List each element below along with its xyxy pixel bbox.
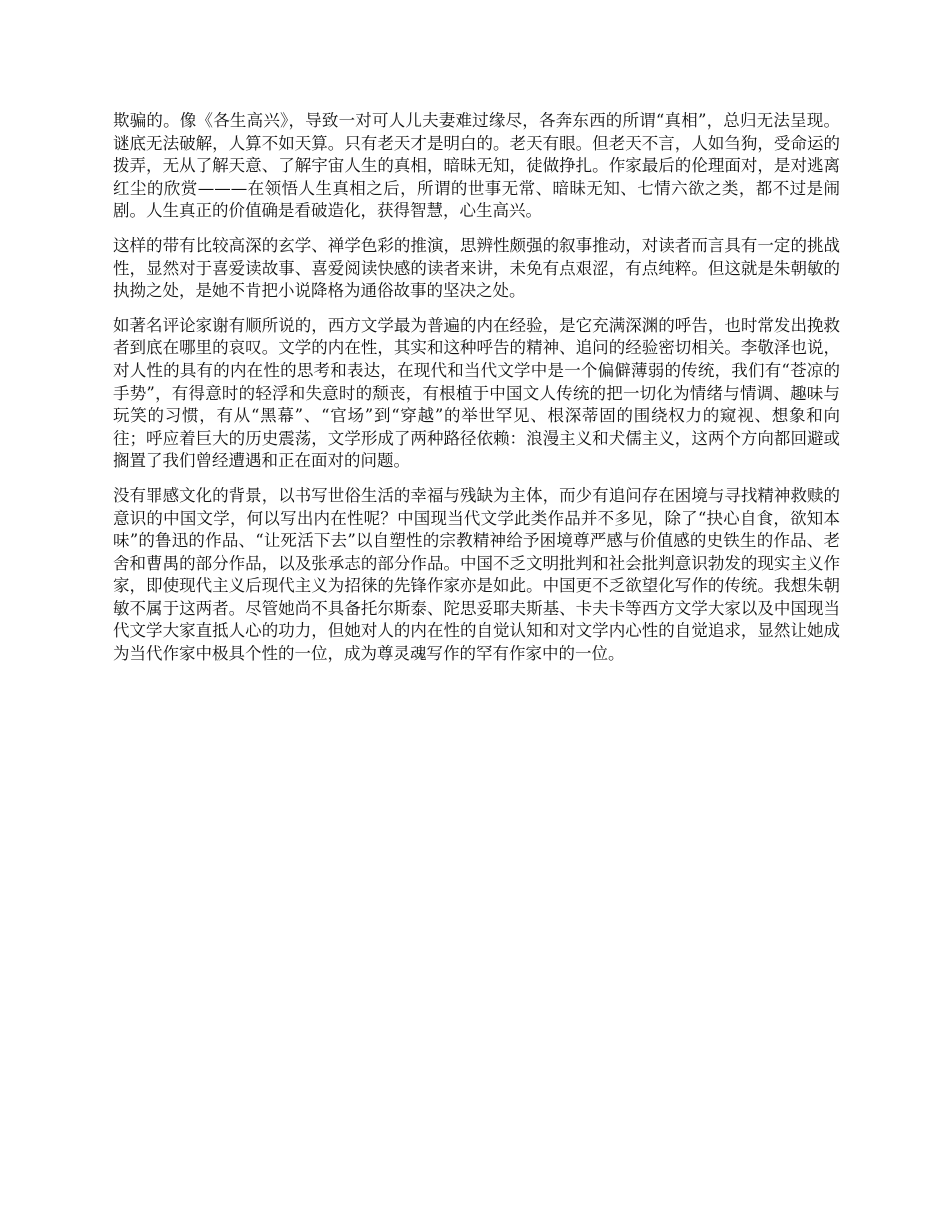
paragraph-3: 如著名评论家谢有顺所说的，西方文学最为普遍的内在经验，是它充满深渊的呼告，也时常发出挽救者到底在哪里的哀叹。文学的内在性，其实和这种呼告的精神、追问的经验密切相关。李敬泽也说，对人性的具有的内在性的思考和表达，在现代和当代文学中是一个偏僻薄弱的传统，我们有“苍凉的手势”，有得意时的轻浮和失意时的颓丧，有根植于中国文人传统的把一切化为情绪与情调、趣味与玩笑的习惯，有从“黑幕”、“官场”到“穿越”的举世罕见、根深蒂固的围绕权力的窥视、想象和向往；呼应着巨大的历史震荡，文学形成了两种路径依赖：浪漫主义和犬儒主义，这两个方向都回避或搁置了我们曾经遭遇和正在面对的问题。 — [113, 315, 840, 471]
document-page — [113, 110, 840, 678]
paragraph-1: 欺骗的。像《各生高兴》，导致一对可人儿夫妻难过缘尽，各奔东西的所谓“真相”，总归无法呈现。谜底无法破解，人算不如天算。只有老天才是明白的。老天有眼。但老天不言，人如刍狗，受命运的拨弄，无从了解天意、了解宇宙人生的真相，暗昧无知，徒做挣扎。作家最后的伦理面对，是对逃离红尘的欣赏———在领悟人生真相之后，所谓的世事无常、暗昧无知、七情六欲之类，都不过是闹剧。人生真正的价值确是看破造化，获得智慧，心生高兴。 — [113, 111, 840, 221]
paragraph-2: 这样的带有比较高深的玄学、禅学色彩的推演，思辨性颇强的叙事推动，对读者而言具有一定的挑战性，显然对于喜爱读故事、喜爱阅读快感的读者来讲，未免有点艰涩，有点纯粹。但这就是朱朝敏的执拗之处，是她不肯把小说降格为通俗故事的坚决之处。 — [113, 235, 840, 301]
paragraph-4: 没有罪感文化的背景，以书写世俗生活的幸福与残缺为主体，而少有追问存在困境与寻找精神救赎的意识的中国文学，何以写出内在性呢？中国现当代文学此类作品并不多见，除了“抉心自食，欲知本味”的鲁迅的作品、“让死活下去”以自塑性的宗教精神给予困境尊严感与价值感的史铁生的作品、老舍和曹禺的部分作品，以及张承志的部分作品。中国不乏文明批判和社会批判意识勃发的现实主义作家，即使现代主义后现代主义为招徕的先锋作家亦是如此。中国更不乏欲望化写作的传统。我想朱朝敏不属于这两者。尽管她尚不具备托尔斯泰、陀思妥耶夫斯基、卡夫卡等西方文学大家以及中国现当代文学大家直抵人心的功力，但她对人的内在性的自觉认知和对文学内心性的自觉追求，显然让她成为当代作家中极具个性的一位，成为尊灵魂写作的罕有作家中的一位。 — [113, 485, 840, 664]
